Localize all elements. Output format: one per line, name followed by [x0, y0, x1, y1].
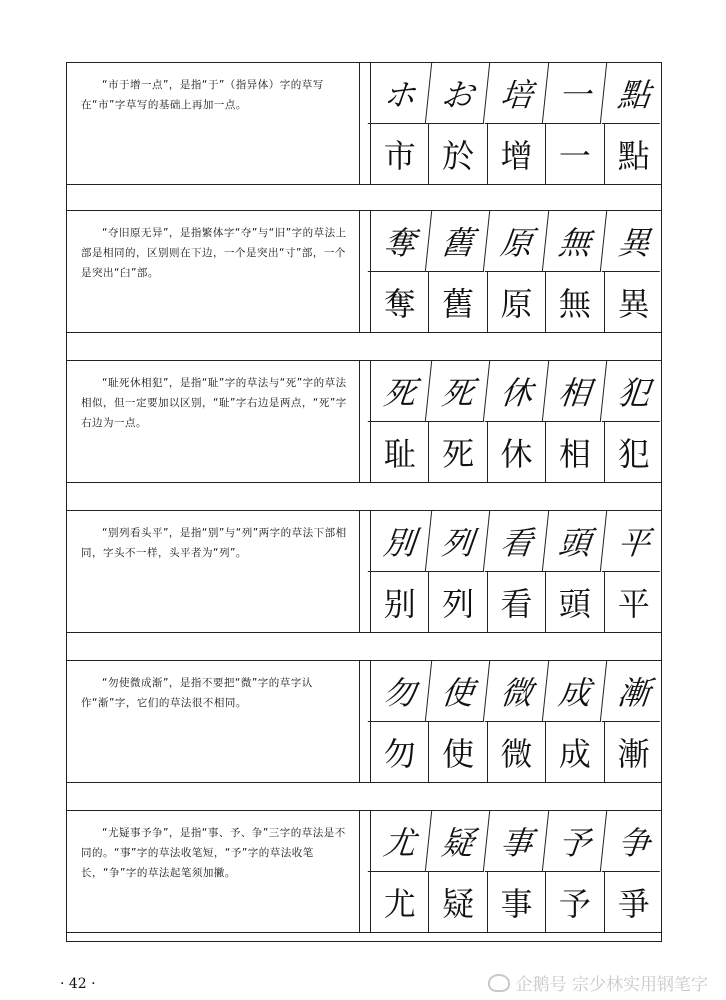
cursive-character: 争: [601, 811, 666, 872]
section-description: “勿使微成渐”，是指不要把“微”字的草字认作“渐”字，它们的草法很不相同。: [67, 661, 360, 782]
standard-character: 無: [546, 272, 604, 333]
cursive-character: 事: [485, 811, 550, 872]
standard-character: 點: [617, 136, 650, 175]
cursive-character: 微: [485, 661, 550, 722]
standard-character: 勿: [371, 722, 429, 783]
character-grid: [370, 661, 663, 782]
section-description: “耻死休相犯”，是指“耻”字的草法与“死”字的草法相似，但一定要加以区别，“耻”字右边是两点，“死”字右边为一点。: [67, 361, 360, 482]
standard-character: 舊: [429, 272, 487, 333]
standard-character: 尤: [371, 872, 429, 933]
standard-character: 原: [488, 272, 546, 333]
cursive-character: 列: [426, 511, 491, 572]
standard-character: 爭: [617, 884, 650, 923]
standard-character: 漸: [617, 734, 650, 773]
standard-character: 犯: [617, 434, 650, 473]
cursive-character: 相: [543, 361, 608, 422]
cursive-character: 死: [368, 361, 433, 422]
character-grid: [370, 361, 663, 482]
standard-character: 奪: [371, 272, 429, 333]
standard-character: 列: [429, 572, 487, 633]
cursive-character: 疑: [426, 811, 491, 872]
standard-character: 異: [617, 284, 650, 323]
cursive-character: 尤: [368, 811, 433, 872]
standard-character: 頭: [546, 572, 604, 633]
cursive-character: 成: [543, 661, 608, 722]
cursive-character: 原: [485, 211, 550, 272]
cursive-character: 予: [543, 811, 608, 872]
calligraphy-section: [66, 810, 662, 933]
cursive-character: 漸: [601, 661, 666, 722]
section-description: “别列看头平”，是指“别”与“列”两字的草法下部相同，字头不一样，头平者为“列”。: [67, 511, 360, 632]
standard-character: 事: [488, 872, 546, 933]
standard-character: 死: [429, 422, 487, 483]
cursive-character: 勿: [368, 661, 433, 722]
standard-character: 增: [488, 124, 546, 185]
character-grid: [370, 63, 663, 184]
cursive-character: 奪: [368, 211, 433, 272]
watermark: [488, 970, 708, 995]
cursive-character: 點: [601, 63, 666, 124]
character-grid: [370, 511, 663, 632]
standard-character: 於: [429, 124, 487, 185]
standard-character: 微: [488, 722, 546, 783]
standard-character: 成: [546, 722, 604, 783]
cursive-character: 使: [426, 661, 491, 722]
standard-character: 休: [488, 422, 546, 483]
cursive-character: 別: [368, 511, 433, 572]
section-description: “市于增一点”，是指“于”（指异体）字的草写在“市”字草写的基础上再加一点。: [67, 63, 360, 184]
calligraphy-section: [66, 360, 662, 483]
standard-character: 使: [429, 722, 487, 783]
standard-character: 相: [546, 422, 604, 483]
cursive-character: 休: [485, 361, 550, 422]
section-description: “尤疑事予争”，是指“事、予、争”三字的草法是不同的。“事”字的草法收笔短，“予”字的草法收笔长，“争”字的草法起笔须加撇。: [67, 811, 360, 932]
cursive-character: 看: [485, 511, 550, 572]
cursive-character: 死: [426, 361, 491, 422]
standard-character: 予: [546, 872, 604, 933]
cursive-character: ホ: [368, 63, 433, 124]
section-spacer: [66, 483, 662, 510]
section-spacer: [66, 633, 662, 660]
character-grid: [370, 211, 663, 332]
page-number: · 42 ·: [60, 976, 96, 992]
character-grid: [370, 811, 663, 932]
section-description: “夺旧原无异”，是指繁体字“夺”与“旧”字的草法上部是相同的，区别则在下边，一个是突出“寸”部，一个是突出“臼”部。: [67, 211, 360, 332]
cursive-character: 異: [601, 211, 666, 272]
cursive-character: 犯: [601, 361, 666, 422]
standard-character: 平: [617, 584, 650, 623]
standard-character: 耻: [371, 422, 429, 483]
section-spacer: [66, 185, 662, 210]
standard-character: 别: [371, 572, 429, 633]
watermark-text: 企鹅号 宗少林实用钢笔字: [515, 975, 708, 995]
cursive-character: お: [426, 63, 491, 124]
standard-character: 一: [546, 124, 604, 185]
standard-character: 看: [488, 572, 546, 633]
cursive-character: 培: [485, 63, 550, 124]
cursive-character: 頭: [543, 511, 608, 572]
standard-character: 市: [371, 124, 429, 185]
section-spacer: [66, 333, 662, 360]
calligraphy-section: [66, 210, 662, 333]
cursive-character: 無: [543, 211, 608, 272]
standard-character: 疑: [429, 872, 487, 933]
calligraphy-section: [66, 660, 662, 783]
calligraphy-section: [66, 510, 662, 633]
section-spacer: [66, 783, 662, 810]
cursive-character: 舊: [426, 211, 491, 272]
calligraphy-section: [66, 62, 662, 185]
cursive-character: 平: [601, 511, 666, 572]
cursive-character: 一: [543, 63, 608, 124]
penguin-icon: [488, 974, 510, 992]
